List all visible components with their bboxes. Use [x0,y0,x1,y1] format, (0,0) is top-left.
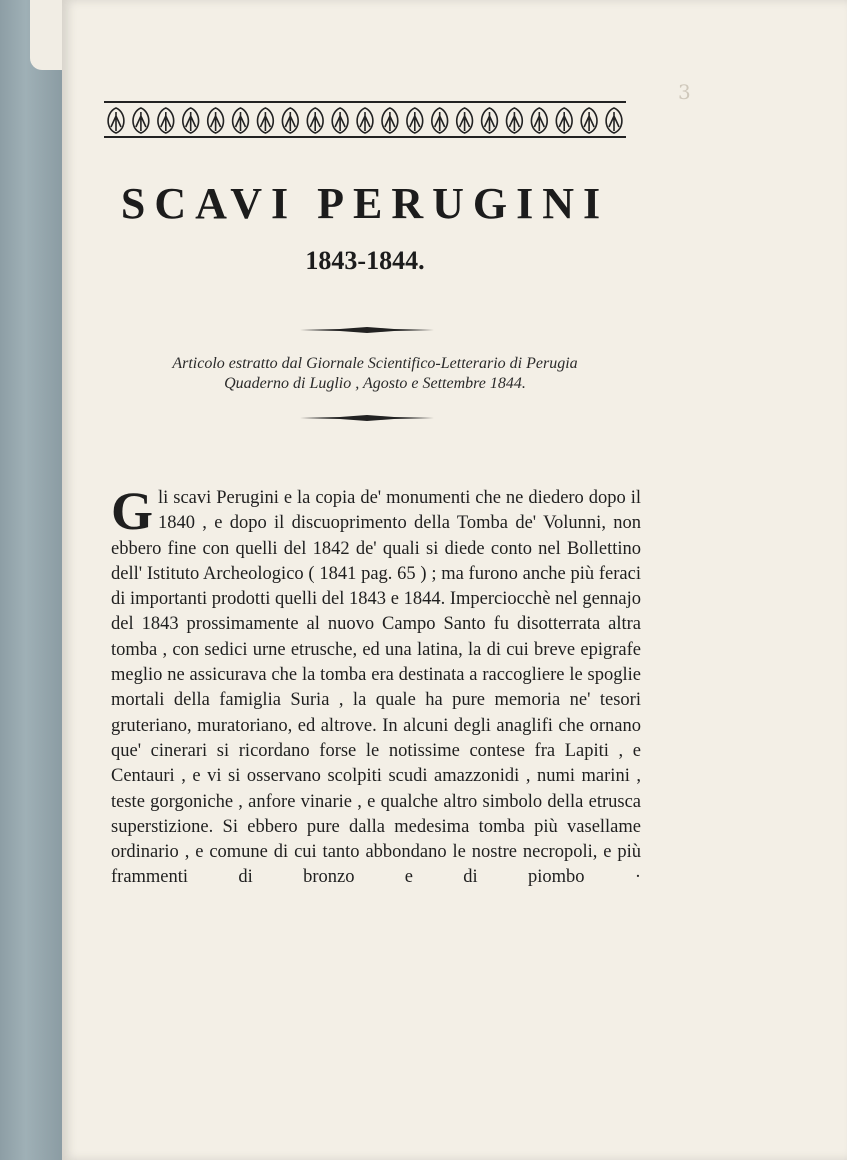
book-cover-edge [0,0,64,1160]
palmette-motif [482,108,498,133]
palmette-motif [606,108,622,133]
ornamental-header-band [104,100,626,140]
palmette-motif [233,108,249,133]
palmette-motif [183,108,199,133]
palmette-motif [133,108,149,133]
torn-corner [30,0,64,70]
palmette-motif [108,108,124,133]
palmette-motif [258,108,274,133]
paragraph-text: li scavi Perugini e la copia de' monumenti che ne diedero dopo il 1840 , e dopo il discuoprimento della Tomba de' Volunni, non ebbero fine con quelli del 1842 de' quali si diede conto nel Bollettino dell' Istituto Archeologico ( 1841 pag. 65 ) ; ma furono anche più feraci di importanti prodotti quelli del 1843 e 1844. Imperciocchè nel gennajo del 1843 prossimamente al nuovo Campo Santo fu disotterrata altra tomba , con sedici urne etrusche, ed una latina, la di cui breve epigrafe meglio ne assicurava che la tomba era destinata a raccogliere le spoglie mortali della famiglia Suria , la quale ha pure memoria ne' tesori gruteriano, muratoriano, ed altrove. In alcuni degli anaglifi che ornano que' cinerari si ricordano forse le notissime contese fra Lapiti , e Centauri , e vi si osservano scolpiti scudi amazzonidi , numi marini , teste gorgoniche , anfore vinarie , e qualche altro simbolo della etrusca superstizione. Si ebbero pure dalla medesima tomba più vasellame ordinario , e comune di cui tanto abbondano le nostre necropoli, e più frammenti di bronzo e di piombo · [111,488,641,888]
palmette-motif [208,108,224,133]
page-years: 1843-1844. [305,246,425,275]
source-note [110,354,640,394]
drop-cap: G [111,481,154,541]
ornamental-rule-bottom [300,414,434,422]
palmette-motif [457,108,473,133]
palmette-motif [556,108,572,133]
palmette-motif [158,108,174,133]
palmette-motif [581,108,597,133]
palmette-motif [382,108,398,133]
palmette-motif [332,108,348,133]
palmette-motif [432,108,448,133]
page-number: 3 [678,80,691,104]
palmette-motif [507,108,523,133]
source-line-2: Quaderno di Luglio , Agosto e Settembre 1844. [224,375,526,392]
palmette-motif [282,108,298,133]
palmette-motif [307,108,323,133]
palmette-motif [357,108,373,133]
page-title: SCAVI PERUGINI [120,179,610,228]
source-line-1: Articolo estratto dal Giornale Scientifico-Letterario di Perugia [172,355,578,372]
palmette-motif [531,108,547,133]
body-paragraph [111,481,641,891]
palmette-motif [407,108,423,133]
ornamental-rule-top [300,326,434,334]
